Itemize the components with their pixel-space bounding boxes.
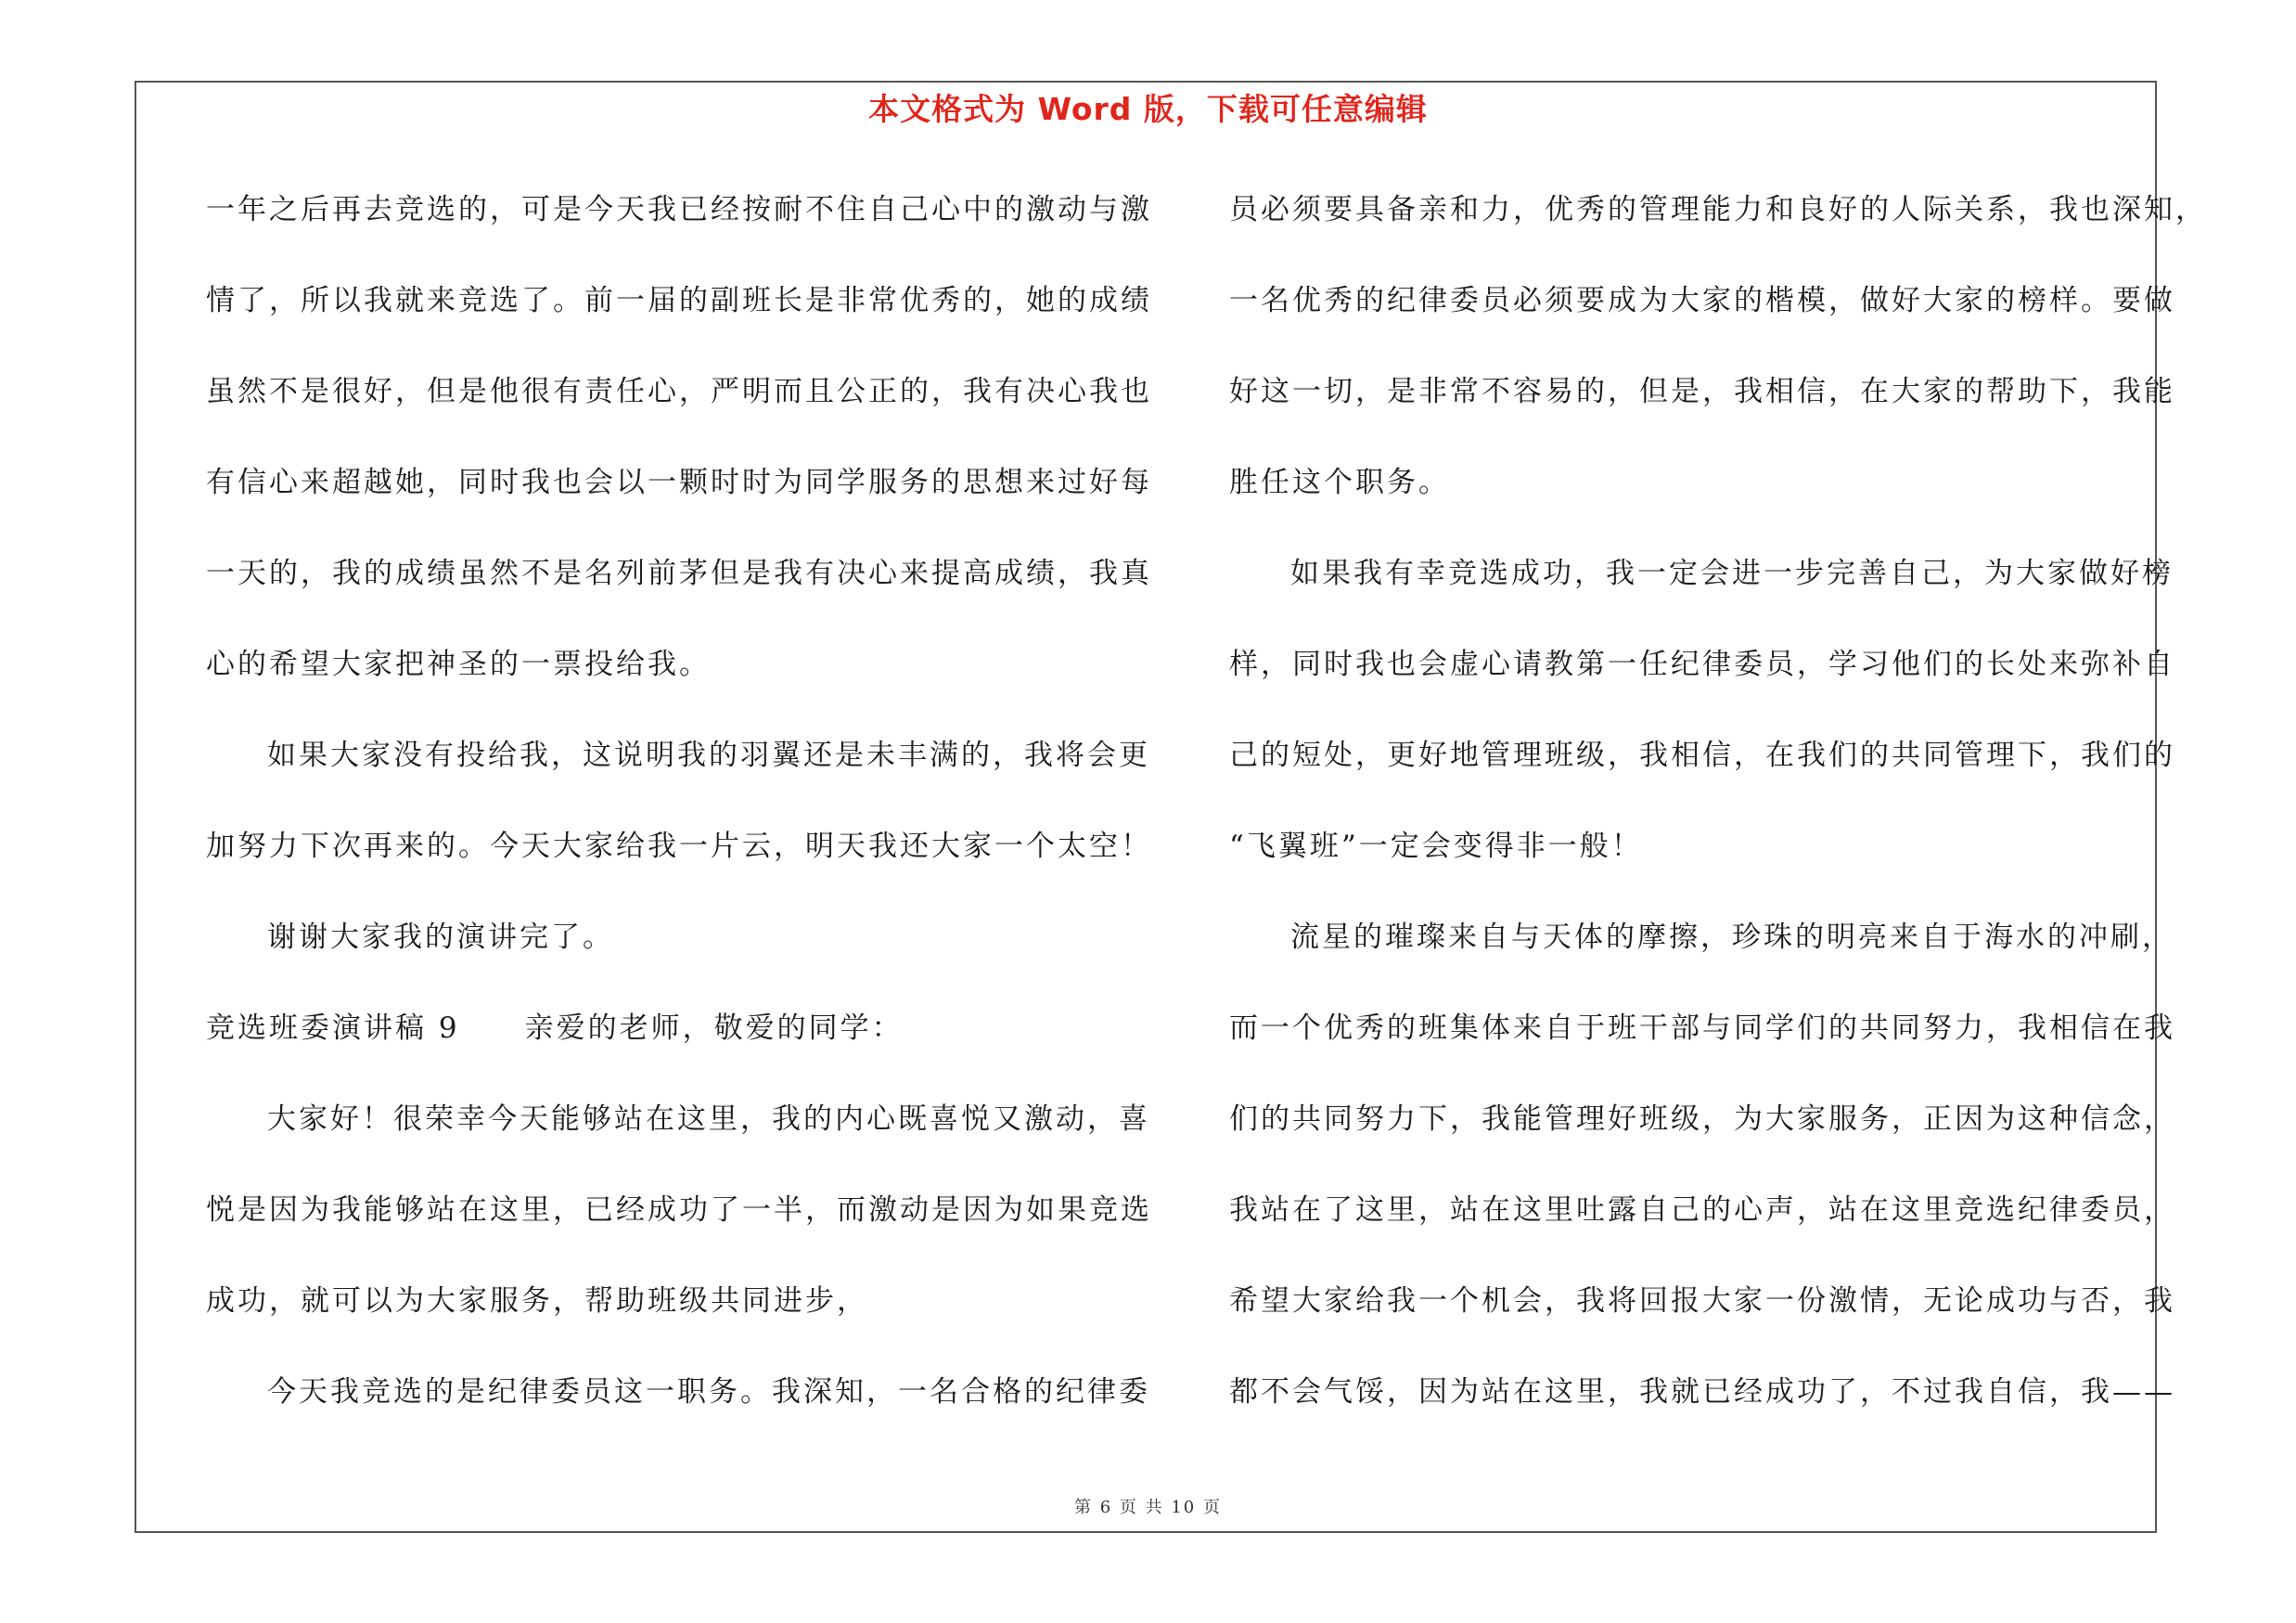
- text-line: 今天我竞选的是纪律委员这一职务。我深知，一名合格的纪律委: [267, 1375, 1150, 1409]
- right-column: [1229, 182, 2207, 1455]
- text-line: 有信心来超越她，同时我也会以一颗时时为同学服务的思想来过好每: [206, 466, 1152, 499]
- text-line: 都不会气馁，因为站在这里，我就已经成功了，不过我自信，我——: [1229, 1375, 2175, 1409]
- text-line: 我站在了这里，站在这里吐露自己的心声，站在这里竞选纪律委员，: [1229, 1193, 2175, 1227]
- speech-greeting: 亲爱的老师，敬爱的同学：: [524, 1011, 904, 1045]
- text-line: 一天的，我的成绩虽然不是名列前茅但是我有决心来提高成绩，我真: [206, 557, 1152, 590]
- text-line: 如果大家没有投给我，这说明我的羽翼还是未丰满的，我将会更: [267, 739, 1150, 772]
- text-line: 大家好！很荣幸今天能够站在这里，我的内心既喜悦又激动，喜: [267, 1102, 1150, 1136]
- text-line: 好这一切，是非常不容易的，但是，我相信，在大家的帮助下，我能: [1229, 375, 2175, 408]
- text-line: 情了，所以我就来竞选了。前一届的副班长是非常优秀的，她的成绩: [206, 284, 1152, 317]
- text-line: 心的希望大家把神圣的一票投给我。: [206, 648, 711, 681]
- text-line: “飞翼班”一定会变得非一般！: [1229, 830, 1643, 863]
- text-line: 虽然不是很好，但是他很有责任心，严明而且公正的，我有决心我也: [206, 375, 1152, 408]
- text-line: 谢谢大家我的演讲完了。: [267, 921, 614, 954]
- text-line: 己的短处，更好地管理班级，我相信，在我们的共同管理下，我们的: [1229, 739, 2175, 772]
- text-line: 员必须要具备亲和力，优秀的管理能力和良好的人际关系，我也深知，: [1229, 193, 2207, 226]
- text-line: 希望大家给我一个机会，我将回报大家一份激情，无论成功与否，我: [1229, 1284, 2175, 1318]
- speech-title: 竞选班委演讲稿 9: [206, 1011, 460, 1045]
- text-line: 加努力下次再来的。今天大家给我一片云，明天我还大家一个太空！: [206, 830, 1152, 863]
- left-column: [206, 182, 1152, 1455]
- section-heading: [206, 1000, 1124, 1091]
- text-line: 而一个优秀的班集体来自于班干部与同学们的共同努力，我相信在我: [1229, 1011, 2175, 1045]
- text-line: 流星的璀璨来自与天体的摩擦，珍珠的明亮来自于海水的冲刷，: [1290, 921, 2174, 954]
- text-line: 样，同时我也会虚心请教第一任纪律委员，学习他们的长处来弥补自: [1229, 648, 2175, 681]
- text-line: 悦是因为我能够站在这里，已经成功了一半，而激动是因为如果竞选: [206, 1193, 1152, 1227]
- text-line: 们的共同努力下，我能管理好班级，为大家服务，正因为这种信念，: [1229, 1102, 2175, 1136]
- text-line: 成功，就可以为大家服务，帮助班级共同进步，: [206, 1284, 868, 1318]
- page-number: 第 6 页 共 10 页: [1074, 1498, 1222, 1517]
- text-line: 胜任这个职务。: [1229, 466, 1450, 499]
- text-line: 一名优秀的纪律委员必须要成为大家的楷模，做好大家的榜样。要做: [1229, 284, 2175, 317]
- text-line: 一年之后再去竞选的，可是今天我已经按耐不住自己心中的激动与激: [206, 193, 1152, 226]
- format-banner: 本文格式为 Word 版，下载可任意编辑: [868, 91, 1428, 127]
- text-line: 如果我有幸竞选成功，我一定会进一步完善自己，为大家做好榜: [1290, 557, 2174, 590]
